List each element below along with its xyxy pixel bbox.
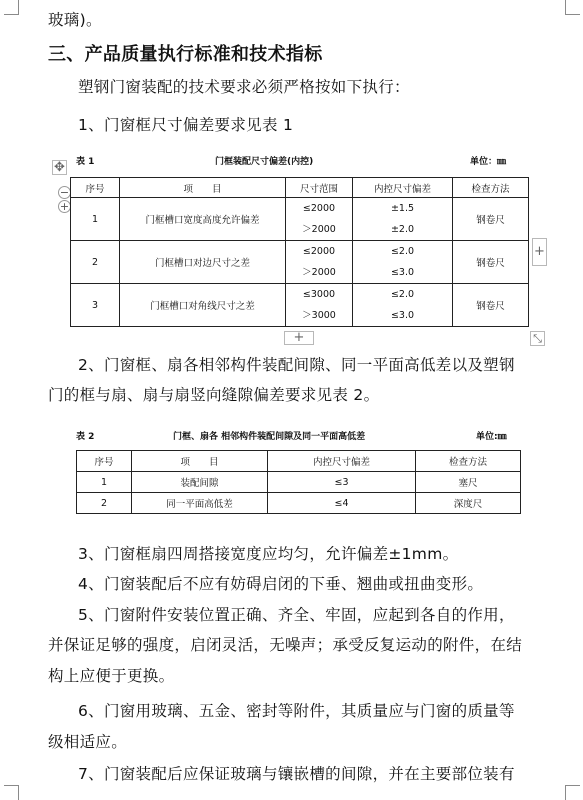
top-line: 玻璃)。	[48, 11, 102, 29]
table-1	[70, 177, 529, 327]
crop-mark-top-right	[565, 0, 580, 15]
table-row	[77, 493, 521, 514]
row-deviation: ≤3	[268, 472, 416, 493]
table-move-handle-icon[interactable]: ✥	[52, 160, 67, 175]
deviation-value: ≤3.0	[390, 267, 415, 278]
table1-unit: 单位：㎜	[470, 157, 507, 167]
row-deviation	[353, 284, 453, 327]
row-deviation: ≤4	[268, 493, 416, 514]
range-value: ＞2000	[302, 267, 336, 278]
range-value: ≤3000	[302, 289, 336, 300]
row-number: 2	[71, 241, 120, 284]
row-method: 钢卷尺	[453, 198, 529, 241]
row-number: 3	[71, 284, 120, 327]
deviation-value: ±2.0	[390, 224, 415, 235]
deviation-value: ±1.5	[390, 203, 415, 214]
table-row	[71, 241, 529, 284]
item-3: 3、门窗框扇四周搭接宽度应均匀，允许偏差±1mm。	[78, 545, 459, 563]
item-5-line-3: 构上应便于更换。	[48, 667, 175, 685]
row-method: 塞尺	[416, 472, 521, 493]
table-row	[77, 472, 521, 493]
row-item: 门框槽口对边尺寸之差	[120, 241, 286, 284]
range-value: ＞2000	[302, 224, 336, 235]
table-2	[76, 450, 521, 514]
table2-label: 表 2	[76, 432, 95, 442]
crop-mark-top-left	[4, 0, 19, 15]
row-number: 2	[77, 493, 132, 514]
range-value: ≤2000	[302, 246, 336, 257]
deviation-value: ≤3.0	[390, 310, 415, 321]
table-row	[71, 284, 529, 327]
item-5-line-1: 5、门窗附件安装位置正确、齐全、牢固，应起到各自的作用，	[78, 606, 515, 624]
row-method: 钢卷尺	[453, 241, 529, 284]
header-cell: 检查方法	[416, 451, 521, 472]
item-1: 1、门窗框尺寸偏差要求见表 1	[78, 116, 294, 134]
row-range	[286, 198, 353, 241]
header-cell: 项 目	[132, 451, 268, 472]
range-value: ≤2000	[302, 203, 336, 214]
add-row-button[interactable]: +	[284, 331, 314, 345]
item-5-line-2: 并保证足够的强度，启闭灵活，无噪声；承受反复运动的附件，在结	[48, 636, 523, 654]
header-cell: 检查方法	[453, 178, 529, 198]
crop-mark-bottom-right	[565, 785, 580, 800]
intro-line: 塑钢门窗装配的技术要求必须严格按如下执行：	[78, 78, 410, 96]
deviation-value: ≤2.0	[390, 246, 415, 257]
header-cell: 项 目	[120, 178, 286, 198]
table-header-row	[71, 178, 529, 198]
add-column-button[interactable]: +	[532, 238, 547, 266]
item-6-line-1: 6、门窗用玻璃、五金、密封等附件，其质量应与门窗的质量等	[78, 702, 515, 720]
row-range	[286, 284, 353, 327]
row-item: 门框槽口对角线尺寸之差	[120, 284, 286, 327]
collapse-row-icon[interactable]: −	[59, 186, 70, 199]
section-heading: 三、产品质量执行标准和技术指标	[48, 44, 323, 65]
table1-title: 门框装配尺寸偏差(内控)	[215, 157, 314, 167]
row-item: 门框槽口宽度高度允许偏差	[120, 198, 286, 241]
crop-mark-bottom-left	[4, 785, 19, 800]
item-6-line-2: 级相适应。	[48, 733, 128, 751]
row-number: 1	[77, 472, 132, 493]
header-cell: 内控尺寸偏差	[268, 451, 416, 472]
table1-label: 表 1	[76, 157, 95, 167]
item-2-line-2: 门的框与扇、扇与扇竖向缝隙偏差要求见表 2。	[48, 386, 380, 404]
row-range	[286, 241, 353, 284]
row-method: 深度尺	[416, 493, 521, 514]
add-row-above-icon[interactable]: +	[59, 200, 70, 213]
item-7: 7、门窗装配后应保证玻璃与镶嵌槽的间隙，并在主要部位装有	[78, 765, 515, 783]
item-4: 4、门窗装配后不应有妨碍启闭的下垂、翘曲或扭曲变形。	[78, 575, 484, 593]
table2-unit: 单位:㎜	[476, 432, 507, 442]
item-2-line-1: 2、门窗框、扇各相邻构件装配间隙、同一平面高低差以及塑钢	[78, 356, 515, 374]
deviation-value: ≤2.0	[390, 289, 415, 300]
range-value: ＞3000	[302, 310, 336, 321]
header-cell: 尺寸范围	[286, 178, 353, 198]
header-cell: 序号	[77, 451, 132, 472]
row-deviation	[353, 241, 453, 284]
resize-table-icon[interactable]: ⤡	[530, 331, 545, 346]
header-cell: 序号	[71, 178, 120, 198]
table-header-row	[77, 451, 521, 472]
table-row	[71, 198, 529, 241]
row-deviation	[353, 198, 453, 241]
table2-title: 门框、扇各 相邻构件装配间隙及同一平面高低差	[173, 432, 366, 442]
row-item: 同一平面高低差	[132, 493, 268, 514]
header-cell: 内控尺寸偏差	[353, 178, 453, 198]
row-number: 1	[71, 198, 120, 241]
row-item: 装配间隙	[132, 472, 268, 493]
row-method: 钢卷尺	[453, 284, 529, 327]
